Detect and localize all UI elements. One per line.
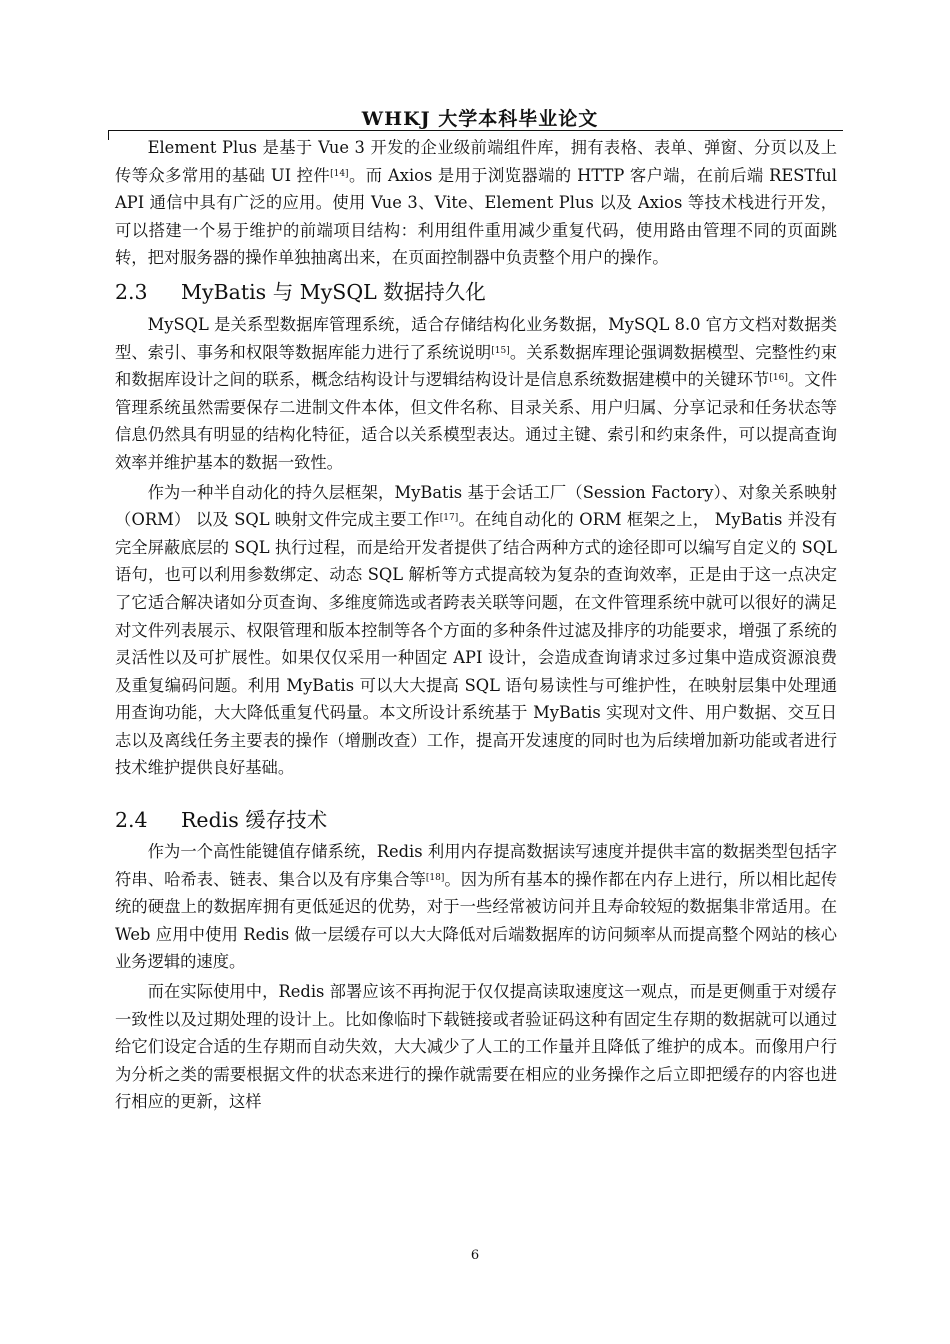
citation-18: [18] <box>425 872 445 883</box>
page-body <box>115 134 837 1116</box>
citation-16: [16] <box>769 373 788 384</box>
header-rule <box>108 130 843 131</box>
header-rule-tick <box>108 130 109 140</box>
section-heading-2-3: 2.3 MyBatis 与 MySQL 数据持久化 <box>115 279 486 304</box>
paragraph-redis-usage: 而在实际使用中，Redis 部署应该不再拘泥于仅仅提高读取速度这一观点，而是更侧重于对缓存一致性以及过期处理的设计上。比如像临时下载链接或者验证码这种有固定生存期的数据就可以通过给它们设定合适的生存期而自动失效，大大减少了人工的工作量并且降低了维护的成本。而像用户行为分析之类的需要根据文件的状态来进行的操作就需要在相应的业务操作之后立即把缓存的内容也进行相应的更新，这样 <box>115 982 837 1112</box>
section-heading-2-4: 2.4 Redis 缓存技术 <box>115 808 328 833</box>
paragraph-redis: 作为一个高性能键值存储系统，Redis 利用内存提高数据读写速度并提供丰富的数据类型包括字符串、哈希表、链表、集合以及有序集合等[18]。因为所有基本的操作都在内存上进行，所以相比起传统的硬盘上的数据库拥有更低延迟的优势，对于一些经常被访问并且寿命较短的数据集非常适用。在 Web 应用中使用 Redis 做一层缓存可以大大降低对后端数据库的访问频率从而提高整个网站的核心业务逻辑的速度。 <box>115 842 837 972</box>
running-header: WHKJ 大学本科毕业论文 <box>361 108 599 130</box>
paragraph-element-plus: Element Plus 是基于 Vue 3 开发的企业级前端组件库，拥有表格、表单、弹窗、分页以及上传等众多常用的基础 UI 控件[14]。而 Axios 是用于浏览器端的 HTTP 客户端，在前后端 RESTful API 通信中具有广泛的应用。使用 Vue 3、Vite、Element Plus 以及 Axios 等技术栈进行开发，可以搭建一个易于维护的前端项目结构：利用组件重用减少重复代码，使用路由管理不同的页面跳转，把对服务器的操作单独抽离出来，在页面控制器中负责整个用户的操作。 <box>115 138 837 268</box>
citation-15: [15] <box>491 345 510 356</box>
paragraph-mybatis: 作为一种半自动化的持久层框架，MyBatis 基于会话工厂（Session Factory）、对象关系映射（ORM） 以及 SQL 映射文件完成主要工作[17]。在纯自动化的 ORM 框架之上， MyBatis 并没有完全屏蔽底层的 SQL 执行过程，而是给开发者提供了结合两种方式的途径即可以编写自定义的 SQL 语句，也可以利用参数绑定、动态 SQL 解析等方式提高较为复杂的查询效率，正是由于这一点决定了它适合解决诸如分页查询、多维度筛选或者跨表关联等问题，在文件管理系统中就可以很好的满足对文件列表展示、权限管理和版本控制等各个方面的多种条件过滤及排序的功能要求，增强了系统的灵活性以及可扩展性。如果仅仅采用一种固定 API 设计，会造成查询请求过多过集中造成资源浪费及重复编码问题。利用 MyBatis 可以大大提高 SQL 语句易读性与可维护性，在映射层集中处理通用查询功能，大大降低重复代码量。本文所设计系统基于 MyBatis 实现对文件、用户数据、交互日志以及离线任务主要表的操作（增删改查）工作，提高开发速度的同时也为后续增加新功能或者进行技术维护提供良好基础。 <box>115 482 837 778</box>
paragraph-mysql: MySQL 是关系型数据库管理系统，适合存储结构化业务数据，MySQL 8.0 官方文档对数据类型、索引、事务和权限等数据库能力进行了系统说明[15]。关系数据库理论强调数据模型、完整性约束和数据库设计之间的联系，概念结构设计与逻辑结构设计是信息系统数据建模中的关键环节[16]。文件管理系统虽然需要保存二进制文件本体，但文件名称、目录关系、用户归属、分享记录和任务状态等信息仍然具有明显的结构化特征，适合以关系模型表达。通过主键、索引和约束条件，可以提高查询效率并维护基本的数据一致性。 <box>115 314 837 472</box>
citation-14: [14] <box>330 168 349 179</box>
citation-17: [17] <box>439 513 459 524</box>
page-number: 6 <box>470 1248 480 1263</box>
